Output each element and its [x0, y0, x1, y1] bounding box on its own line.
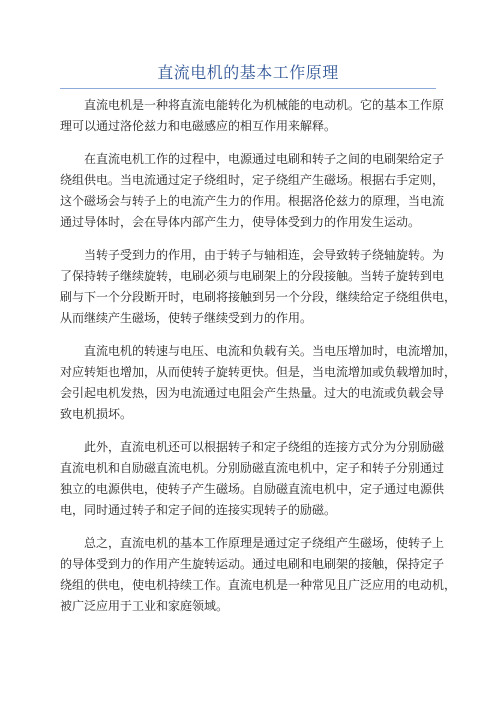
paragraph-line: 对应转矩也增加，从而使转子旋转更快。但是，当电流增加或负载增加时， [60, 365, 457, 379]
paragraph-line: 直流电机和自励磁直流电机。分别励磁直流电机中，定子和转子分别通过 [60, 461, 445, 475]
paragraph-4 [60, 341, 457, 425]
title-underline [60, 88, 436, 89]
paragraph-6 [60, 533, 457, 617]
paragraph-line: 此外，直流电机还可以根据转子和定子绕组的连接方式分为分别励磁 [60, 440, 445, 454]
paragraph-line: 被广泛应用于工业和家庭领域。 [60, 599, 229, 613]
paragraph-line: 绕组供电。当电流通过定子绕组时，定子绕组产生磁场。根据右手定则， [60, 173, 445, 187]
paragraph-2 [60, 149, 445, 233]
paragraph-line: 理可以通过洛伦兹力和电磁感应的相互作用来解释。 [60, 119, 337, 133]
paragraph-line: 在直流电机工作的过程中，电源通过电刷和转子之间的电刷架给定子 [60, 152, 445, 166]
paragraph-line: 这个磁场会与转子上的电流产生力的作用。根据洛伦兹力的原理，当电流 [60, 194, 445, 208]
paragraph-line: 绕组的供电，使电机持续工作。直流电机是一种常见且广泛应用的电动机， [60, 578, 457, 592]
paragraph-line: 总之，直流电机的基本工作原理是通过定子绕组产生磁场，使转子上 [60, 536, 445, 550]
paragraph-1 [60, 95, 445, 137]
paragraph-line: 独立的电源供电，使转子产生磁场。自励磁直流电机中，定子通过电源供 [60, 482, 445, 496]
paragraph-line: 致电机损坏。 [60, 407, 133, 421]
paragraph-line: 电，同时通过转子和定子间的连接实现转子的励磁。 [60, 503, 337, 517]
paragraph-line: 从而继续产生磁场，使转子继续受到力的作用。 [60, 311, 313, 325]
paragraph-line: 通过导体时，会在导体内部产生力，使导体受到力的作用发生运动。 [60, 215, 421, 229]
paragraph-line: 直流电机的转速与电压、电流和负载有关。当电压增加时，电流增加， [60, 344, 457, 358]
paragraph-line: 了保持转子继续旋转，电刷必须与电刷架上的分段接触。当转子旋转到电 [60, 269, 445, 283]
paragraph-line: 刷与下一个分段断开时，电刷将接触到另一个分段，继续给定子绕组供电， [60, 290, 457, 304]
paragraph-line: 当转子受到力的作用，由于转子与轴相连，会导致转子绕轴旋转。为 [60, 248, 445, 262]
paragraph-5 [60, 437, 445, 521]
paragraph-line: 直流电机是一种将直流电能转化为机械能的电动机。它的基本工作原 [60, 98, 445, 112]
paragraph-line: 的导体受到力的作用产生旋转运动。通过电刷和电刷架的接触，保持定子 [60, 557, 445, 571]
document-title: 直流电机的基本工作原理 [157, 63, 339, 82]
paragraph-line: 会引起电机发热，因为电流通过电阻会产生热量。过大的电流或负载会导 [60, 386, 445, 400]
paragraph-3 [60, 245, 457, 329]
document-body [60, 95, 457, 629]
